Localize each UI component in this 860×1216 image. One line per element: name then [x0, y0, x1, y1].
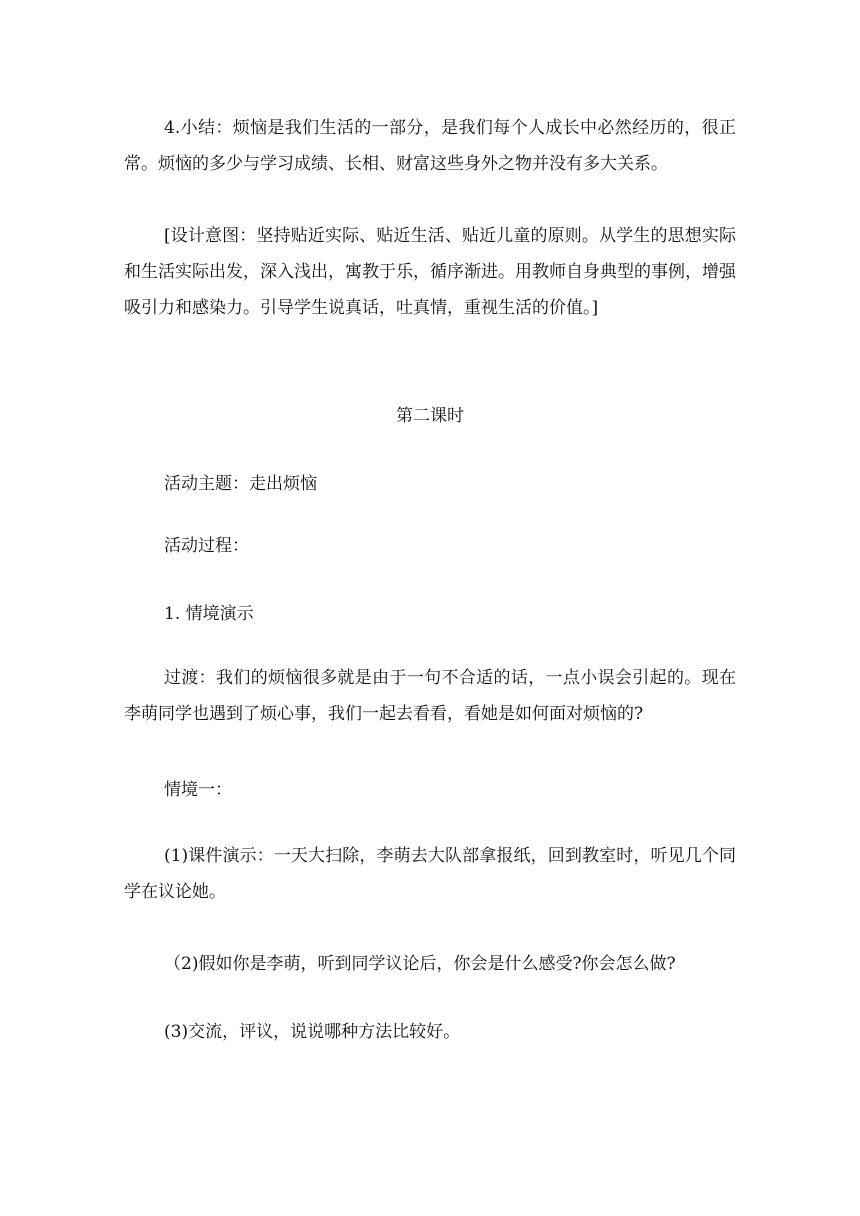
design-intent-paragraph: [设计意图：坚持贴近实际、贴近生活、贴近儿童的原则。从学生的思想实际和生活实际出发，深入浅出，寓教于乐，循序渐进。用教师自身典型的事例，增强吸引力和感染力。引导学生说真话，吐真情，重视生活的价值。] — [124, 226, 736, 318]
list-item-3: (3)交流，评议，说说哪种方法比较好。 — [164, 1022, 461, 1042]
lesson-title: 第二课时 — [396, 406, 464, 426]
scenario-one-label: 情境一： — [164, 780, 232, 800]
list-item-1: (1)课件演示：一天大扫除，李萌去大队部拿报纸，回到教室时，听见几个同学在议论她。 — [124, 846, 736, 902]
activity-theme: 活动主题：走出烦恼 — [164, 474, 317, 494]
activity-process: 活动过程： — [164, 536, 249, 556]
summary-paragraph: 4.小结：烦恼是我们生活的一部分，是我们每个人成长中必然经历的，很正常。烦恼的多少与学习成绩、长相、财富这些身外之物并没有多大关系。 — [124, 118, 736, 174]
list-item-2: （2)假如你是李萌，听到同学议论后，你会是什么感受?你会怎么做? — [164, 954, 676, 974]
step-one-title: 1. 情境演示 — [164, 604, 254, 624]
transition-paragraph: 过渡：我们的烦恼很多就是由于一句不合适的话，一点小误会引起的。现在李萌同学也遇到了烦心事，我们一起去看看，看她是如何面对烦恼的? — [124, 668, 736, 724]
